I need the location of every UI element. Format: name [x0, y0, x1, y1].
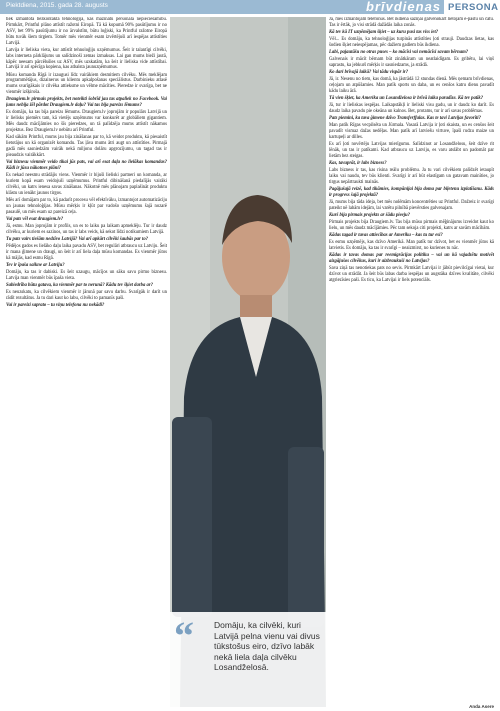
interview-answer: Galvenais ir mācīt bērnam būt zinātkāram un neatlaidīgam. Es gribētu, lai viņš saprastu, ka jebkurš mērķis ir sasniedzams, ja strādā. [329, 57, 494, 69]
interview-answer: Mēs arī domājam par to, kā padarīt procesu vēl efektīvāku, izmantojot automatizāciju un jaunas tehnoloģijas. Mūsu mērķis ir kļūt par vadošo uzņēmumu šajā nozarē pasaulē, un mēs esam uz pareizā ceļa. [6, 197, 167, 215]
section-label: PERSONA [444, 0, 500, 14]
interview-question: Vai ir pareizi saprato – tu viņu telefona nu nekādi? [6, 302, 105, 308]
issue-date: Piektdiena, 2015. gada 28. augusts [6, 2, 108, 9]
interview-answer: Pēdējos gados es lielāko daļu laika pavadu ASV, bet regulāri atbraucu uz Latviju. Šeit ir mana ģimene un draugi, un šeit ir arī liela daļa mūsu komandas. Es vienmēr jūtos kā mājās, kad esmu Rīgā. [6, 243, 167, 261]
interview-answer: Es arī ļoti novērtēju Latvijas mierīgumu. Salīdzinot ar Losandželosu, šeit dzīve rit lēnāk, un tas ir patīkami. Kad atbraucu uz Latviju, es varu atslābt un padomāt par lietām bez steigas. [329, 142, 494, 160]
author-credit: Anda Asere [469, 704, 494, 709]
interview-question: Pats piemini, ka tava ģimene dzīvo Transferffalas. Kas te tavi Latvijas favorīti? [329, 116, 481, 122]
interview-question: Kas, tavuprāt, ir labs bizness? [329, 161, 387, 167]
interview-answer: Es neuzskatu, ka cilvēkiem vienmēr ir jārunā par savu darbu. Svarīgāk ir darīt un rādīt rezultātus. Ja tu dari kaut ko labu, cilvēki to pamanīs paši. [6, 289, 167, 301]
interview-answer: Es domāju, ka tas bija pareizs lēmums. Draugiem.lv joprojām ir populārs Latvijā un ir lielisks piemērs tam, kā vietējs uzņēmums var konkurēt ar globāliem gigantiem. Mēs daudz mācījāmies no šīs pieredzes, un tā palīdzēja mums attīstīt nākamos projektus. Bez Draugiem.lv nebūtu arī Printful. [6, 110, 167, 134]
interview-answer: Mūsu komanda Rīgā ir izaugusi līdz vairākiem desmitiem cilvēku. Mēs meklējam programmētājus, dizainerus un klientu apkalpošanas speciālistus. Darbinieku atlasē mums svarīgākais ir cilvēka attieksme un vēlme mācīties. Pieredze ir svarīga, bet ne vienmēr izšķiroša. [6, 72, 167, 96]
interview-question: Sabiedrība būtu gatava, ka vienmēr par to nerunā? Kādu tev šķiet darba ar? [6, 282, 154, 288]
interview-answer: tiek izmantota bezkontakta tehnoloģija, kas mazinātu personāla nepieciešamību. Pirmkārt, Printful plāno attīstīt ražotni Eiropā. Tā kā kopumā 90% pasūtījumu ir no ASV, bet 99% pasūtījumu ir no ārvalstīm, būtu loģiski, ka Printful ražotne Eiropā būtu tuvāk šiem tirgiem. Tomēr mēs vienmēr esam izvērtējuši arī iespējas attīstīties Latvijā. [6, 17, 167, 46]
interview-answer: Jā, mums bija tāda ideja, bet mēs nolēmām koncentrēties uz Printful. Dažreiz ir svarīgi pateikt nē labām idejām, lai varētu pilnībā pievērsties galvenajam. [329, 200, 494, 212]
interview-answer: Kad sākām Printful, mums jau bija zināšanas par to, kā veidot produktu, kā piesaistīt lietotājus un kā organizēt komandu. Tas ļāva mums ātri augt un attīstīties. Pirmajā gadā mēs sasniedzām vairāk nekā miljonu dolāru apgrozījumu, un tagad tas ir pieaudzis vairākkārt. [6, 135, 167, 158]
interview-answer: Jā, esmu. Man joprojām ir profils, un es to laiku pa laikam apmeklēju. Tur ir daudz cilvēku, ar kuriem es sazinos, un tas ir labs veids, kā sekot līdzi notikumiem Latvijā. [6, 223, 167, 235]
interview-question: Vai pats vēl esat draugiem.lv? [6, 216, 64, 222]
interview-question: Kā tev kā IT uzņēmējam šķiet – uz kuru pusi tas viss iet? [329, 30, 439, 35]
interview-question: Ko dari brīvajā laikā? Vai tādu vispār ir? [329, 70, 409, 76]
page-header [0, 0, 500, 14]
interview-question: Kādas ir tavas domas par reemigrācijas politiku – vai un kā vajadzētu motivēt aizgājušos cilvēkus, kuri ir aizbraukuši no Latvijas? [329, 253, 494, 265]
interview-question: Pagājušajā reizē, kad tikāmies, kompānijai bija doma par biļetenu izplatīšanu. Kāds ir progress šajā projektā? [329, 187, 494, 199]
quote-mark-icon: “ [174, 613, 194, 658]
interview-question: Labi, pajautāšu no otras puses – ko mācīsi vai nemācīsi savam bērnam? [329, 50, 469, 56]
interview-answer: Man patīk Rīgas vecpilsēta un Jūrmala. Vasarā Latvija ir ļoti skaista, un es cenšos šeit pavadīt vismaz dažas nedēļas. Man patīk arī latviešu virtuve, īpaši rudzu maize un kartupeļi ar dilles. [329, 123, 494, 141]
interview-question: Kādas tagad ir tavas attiecības ar Ameriku – kas tu tur esi? [329, 233, 443, 239]
interview-answer: Vēl... Es domāju, ka tehnoloģijas turpinās attīstīties ļoti strauji. Daudzas lietas, kas šodien šķiet neiespējamas, pēc dažiem gadiem būs ikdiena. [329, 37, 494, 48]
interview-answer: Jā, mēs izmantojam telefonus. Bet ikdienā saziņai galvenokārt lietojam e-pastu un čatu. Tas ir ērtāk, jo visi strādā dažādās laika zonās. [329, 17, 494, 28]
interview-answer: Jā, tur ir lieliskas iespējas. Laikapstākļi ir lieliski visu gadu, un ir daudz ko darīt. Es daudz laika pavadu pie okeāna un kalnos. Bet, protams, tur ir arī savas problēmas. [329, 103, 494, 115]
interview-question: Tev ir īpaša saikne ar Latviju? [6, 262, 65, 268]
pull-quote-text: Domāju, ka cilvēki, kuri Latvijā pelna vienu vai divus tūkstošus eiro, dzīvo labāk nekā liela daļa cilvēku Losandželosā. [214, 620, 320, 672]
interview-answer: Jā, ir. Nesenu no tiem, kas domā, ka jāstrādā 12 stundas dienā. Mēs ņemam brīvdienas, ceļojam un atpūšamies. Man patīk sports un daba, un es cenšos katru dienu pavadīt kādu laiku ārā. [329, 77, 494, 95]
interview-answer: Domāju, ka tas ir dabiski. Es šeit uzaugu, mācījos un sāku savu pirmo biznesu. Latvija man vienmēr būs īpaša vieta. [6, 269, 167, 281]
interview-question: Tā vien šķiet, ka Amerika un Losandželosa ir brīvā laika paradīze. Kā tev patīk? [329, 96, 484, 102]
interview-question: Draugiem.lv pirmais projekts, bet noteikti šobrīd jau tas atpaliek no Facebook. Vai jums nebija žēl pārdot Draugiem.lv daļu? Vai tas bija pareizs lēmums? [6, 97, 167, 109]
interview-answer: Labs bizness ir tas, kas risina reālu problēmu. Ja tu vari cilvēkiem palīdzēt ietaupīt laiku vai naudu, tev būs klienti. Svarīgi ir arī būt elastīgam un gatavam mainīties, jo tirgus nepārtraukti mainās. [329, 168, 494, 186]
interview-question: Tu pats vairs tiešām nedzīvo Latvijā? Vai arī apkārt cilvēki šaubās par to? [6, 236, 149, 242]
interview-question: Kurš bija pirmais projekts ar šādu pieeju? [329, 213, 411, 219]
interview-answer: Es esmu uzņēmējs, kas dzīvo Amerikā. Man patīk tur dzīvot, bet es vienmēr jūtos kā latvietis. Es domāju, ka tas ir svarīgi – neaizmirst, no kurienes tu nāc. [329, 240, 494, 252]
article-column-left [6, 17, 167, 707]
portrait-photo [170, 17, 326, 707]
interview-question: Vai biznesu vienmēr veido tikai jūs pats, vai arī esat daļa no lielākas komandas? Kādi ir jūsu nākotnes plāni? [6, 159, 167, 171]
interview-answer: Sava ziņā tas nenotiekas pats no sevis. Pirmkārt Latvijai ir jābūt pievilcīgai vietai, kur dzīvot un strādāt. Ja šeit būs labas darba iespējas un augstāka dzīves kvalitāte, cilvēki atgriezīsies paši. Es ticu, ka Latvijai ir liels potenciāls. [329, 266, 494, 284]
pull-quote [170, 612, 326, 707]
interview-answer: Pirmais projekts bija Draugiem.lv. Tas bija mūsu pirmais mēģinājums izveidot kaut ko lielu, un mēs daudz mācījāmies. Pēc tam sekoja citi projekti, katrs ar savām mācībām. [329, 220, 494, 232]
magazine-brand: brīvdienas [366, 0, 442, 14]
portrait-illustration [170, 17, 326, 707]
interview-answer: Es nekad neesmu strādājis viens. Vienmēr ir bijuši lieliski partneri un komanda, ar kuriem kopā esam veidojuši uzņēmumus. Printful dibināšanā piedalījās vairāki cilvēki, un katrs ienesa savas zināšanas. Nākotnē mēs plānojam paplašināt produktu klāstu un ienākt jaunos tirgos. [6, 172, 167, 196]
interview-answer: Latvija ir lieliska vieta, kur attīstīt tehnoloģiju uzņēmumus. Šeit ir talantīgi cilvēki, labs interneta pārklājums un salīdzinoši zemas izmaksas. Lai gan mums bieži jautā, kāpēc neesam pārcēlušies uz ASV, mēs uzskatām, ka šeit ir lieliska vide attīstībai. Latvijā ir arī spēcīga kopiena, kas atbalsta jaunuzņēmumus. [6, 47, 167, 71]
article-column-right [329, 17, 494, 707]
